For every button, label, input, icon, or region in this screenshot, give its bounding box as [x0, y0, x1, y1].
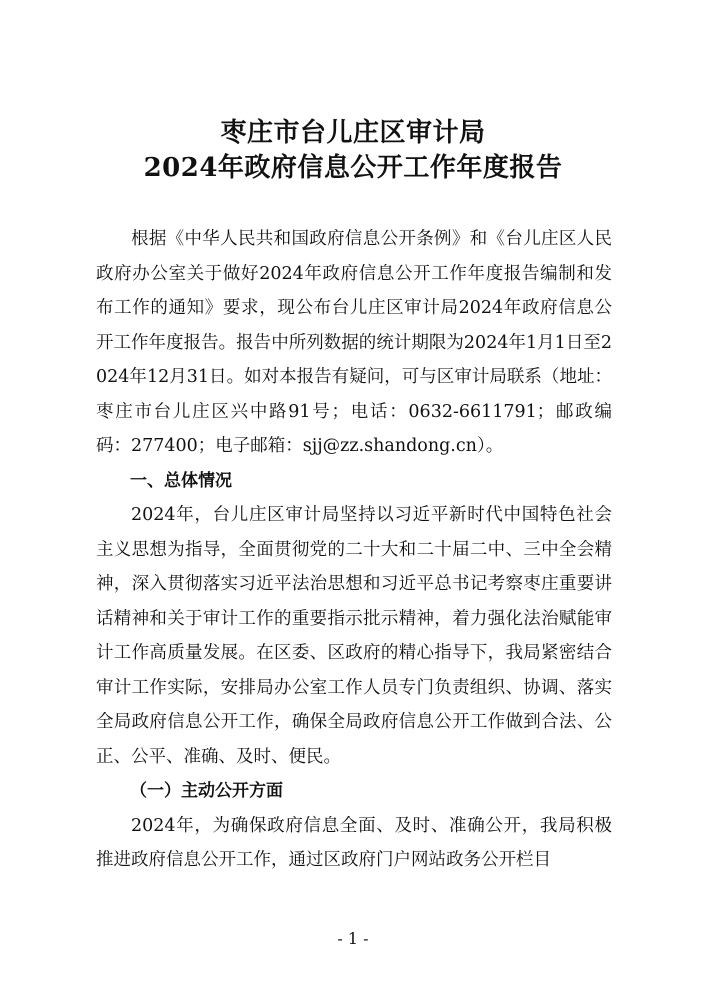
subsection-heading-proactive-disclosure: （一）主动公开方面	[130, 781, 283, 801]
document-title-line-2: 2024年政府信息公开工作年度报告	[143, 153, 563, 183]
document-body	[96, 222, 612, 878]
intro-paragraph: 根据《中华人民共和国政府信息公开条例》和《台儿庄区人民政府办公室关于做好2024年政府信息公开工作年度报告编制和发布工作的通知》要求，现公布台儿庄区审计局2024年政府信息公开工作年度报告。报告中所列数据的统计期限为2024年1月1日至2024年12月31日。如对本报告有疑问，可与区审计局联系（地址：枣庄市台儿庄区兴中路91号；电话：0632-6611791；邮政编码：277400；电子邮箱：sjj@zz.shandong.cn）。	[96, 229, 612, 456]
section-heading-overview: 一、总体情况	[130, 470, 232, 491]
proactive-disclosure-paragraph: 2024年，为确保政府信息全面、及时、准确公开，我局积极推进政府信息公开工作，通过区政府门户网站政务公开栏目	[96, 815, 612, 870]
page-number: - 1 -	[337, 929, 369, 948]
document-title-line-1: 枣庄市台儿庄区审计局	[220, 118, 486, 148]
overview-paragraph: 2024年，台儿庄区审计局坚持以习近平新时代中国特色社会主义思想为指导，全面贯彻党的二十大和二十届二中、三中全会精神，深入贯彻落实习近平法治思想和习近平总书记考察枣庄重要讲话精神和关于审计工作的重要指示批示精神，着力强化法治赋能审计工作高质量发展。在区委、区政府的精心指导下，我局紧密结合审计工作实际，安排局办公室工作人员专门负责组织、协调、落实全局政府信息公开工作，确保全局政府信息公开工作做到合法、公正、公平、准确、及时、便民。	[96, 505, 612, 767]
